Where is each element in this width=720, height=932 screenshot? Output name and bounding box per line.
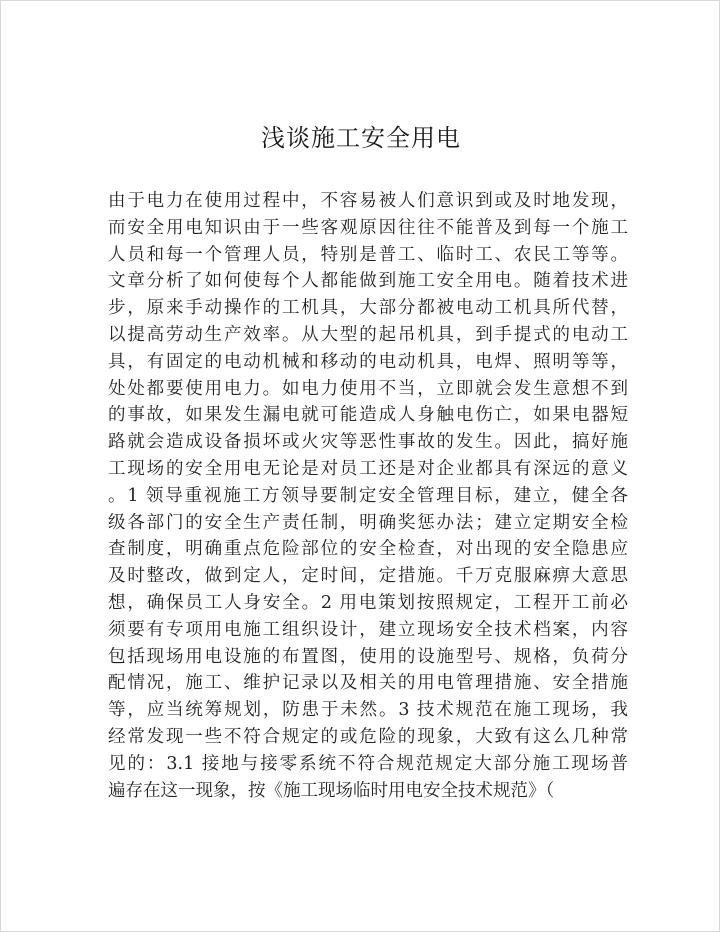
body-line: 遍存在这一现象，按《施工现场临时用电安全技术规范》（ — [108, 780, 555, 801]
body-line: 须要有专项用电施工组织设计，建立现场安全技术档案，内容 — [108, 619, 628, 640]
body-line: 人员和每一个管理人员，特别是普工、临时工、农民工等等。 — [108, 244, 628, 265]
body-line: 级各部门的安全生产责任制，明确奖惩办法；建立定期安全检 — [108, 512, 628, 533]
body-line: 及时整改，做到定人，定时间，定措施。千万克服麻痹大意思 — [108, 566, 628, 587]
document-body — [108, 188, 628, 804]
body-line: 等，应当统筹规划，防患于未然。3 技术规范在施工现场，我 — [108, 700, 628, 721]
body-line: 文章分析了如何使每个人都能做到施工安全用电。随着技术进 — [108, 271, 628, 292]
body-line: 想，确保员工人身安全。2 用电策划按照规定，工程开工前必 — [108, 592, 628, 613]
body-line: 包括现场用电设施的布置图，使用的设施型号、规格，负荷分 — [108, 646, 628, 667]
body-line: 具，有固定的电动机械和移动的电动机具，电焊、照明等等， — [108, 351, 628, 372]
document-title: 浅谈施工安全用电 — [261, 124, 461, 152]
body-line: 步，原来手动操作的工机具，大部分都被电动工机具所代替， — [108, 298, 628, 319]
body-line: 路就会造成设备损坏或火灾等恶性事故的发生。因此，搞好施 — [108, 432, 628, 453]
body-line: 以提高劳动生产效率。从大型的起吊机具，到手提式的电动工 — [108, 324, 628, 345]
body-line: 查制度，明确重点危险部位的安全检查，对出现的安全隐患应 — [108, 539, 628, 560]
body-line: 由于电力在使用过程中，不容易被人们意识到或及时地发现， — [108, 191, 628, 211]
body-line: 经常发现一些不符合规定的或危险的现象，大致有这么几种常 — [108, 726, 628, 747]
body-line: 工现场的安全用电无论是对员工还是对企业都具有深远的意义 — [108, 458, 628, 479]
body-line: 而安全用电知识由于一些客观原因往往不能普及到每一个施工 — [108, 217, 628, 238]
body-line: 的事故，如果发生漏电就可能造成人身触电伤亡，如果电器短 — [108, 405, 628, 426]
body-line: 见的：3.1 接地与接零系统不符合规范规定大部分施工现场普 — [108, 753, 628, 774]
body-line: 处处都要使用电力。如电力使用不当，立即就会发生意想不到 — [108, 378, 628, 399]
body-line: 配情况，施工、维护记录以及相关的用电管理措施、安全措施 — [108, 673, 628, 694]
body-line: 。1 领导重视施工方领导要制定安全管理目标，建立，健全各 — [108, 485, 628, 506]
